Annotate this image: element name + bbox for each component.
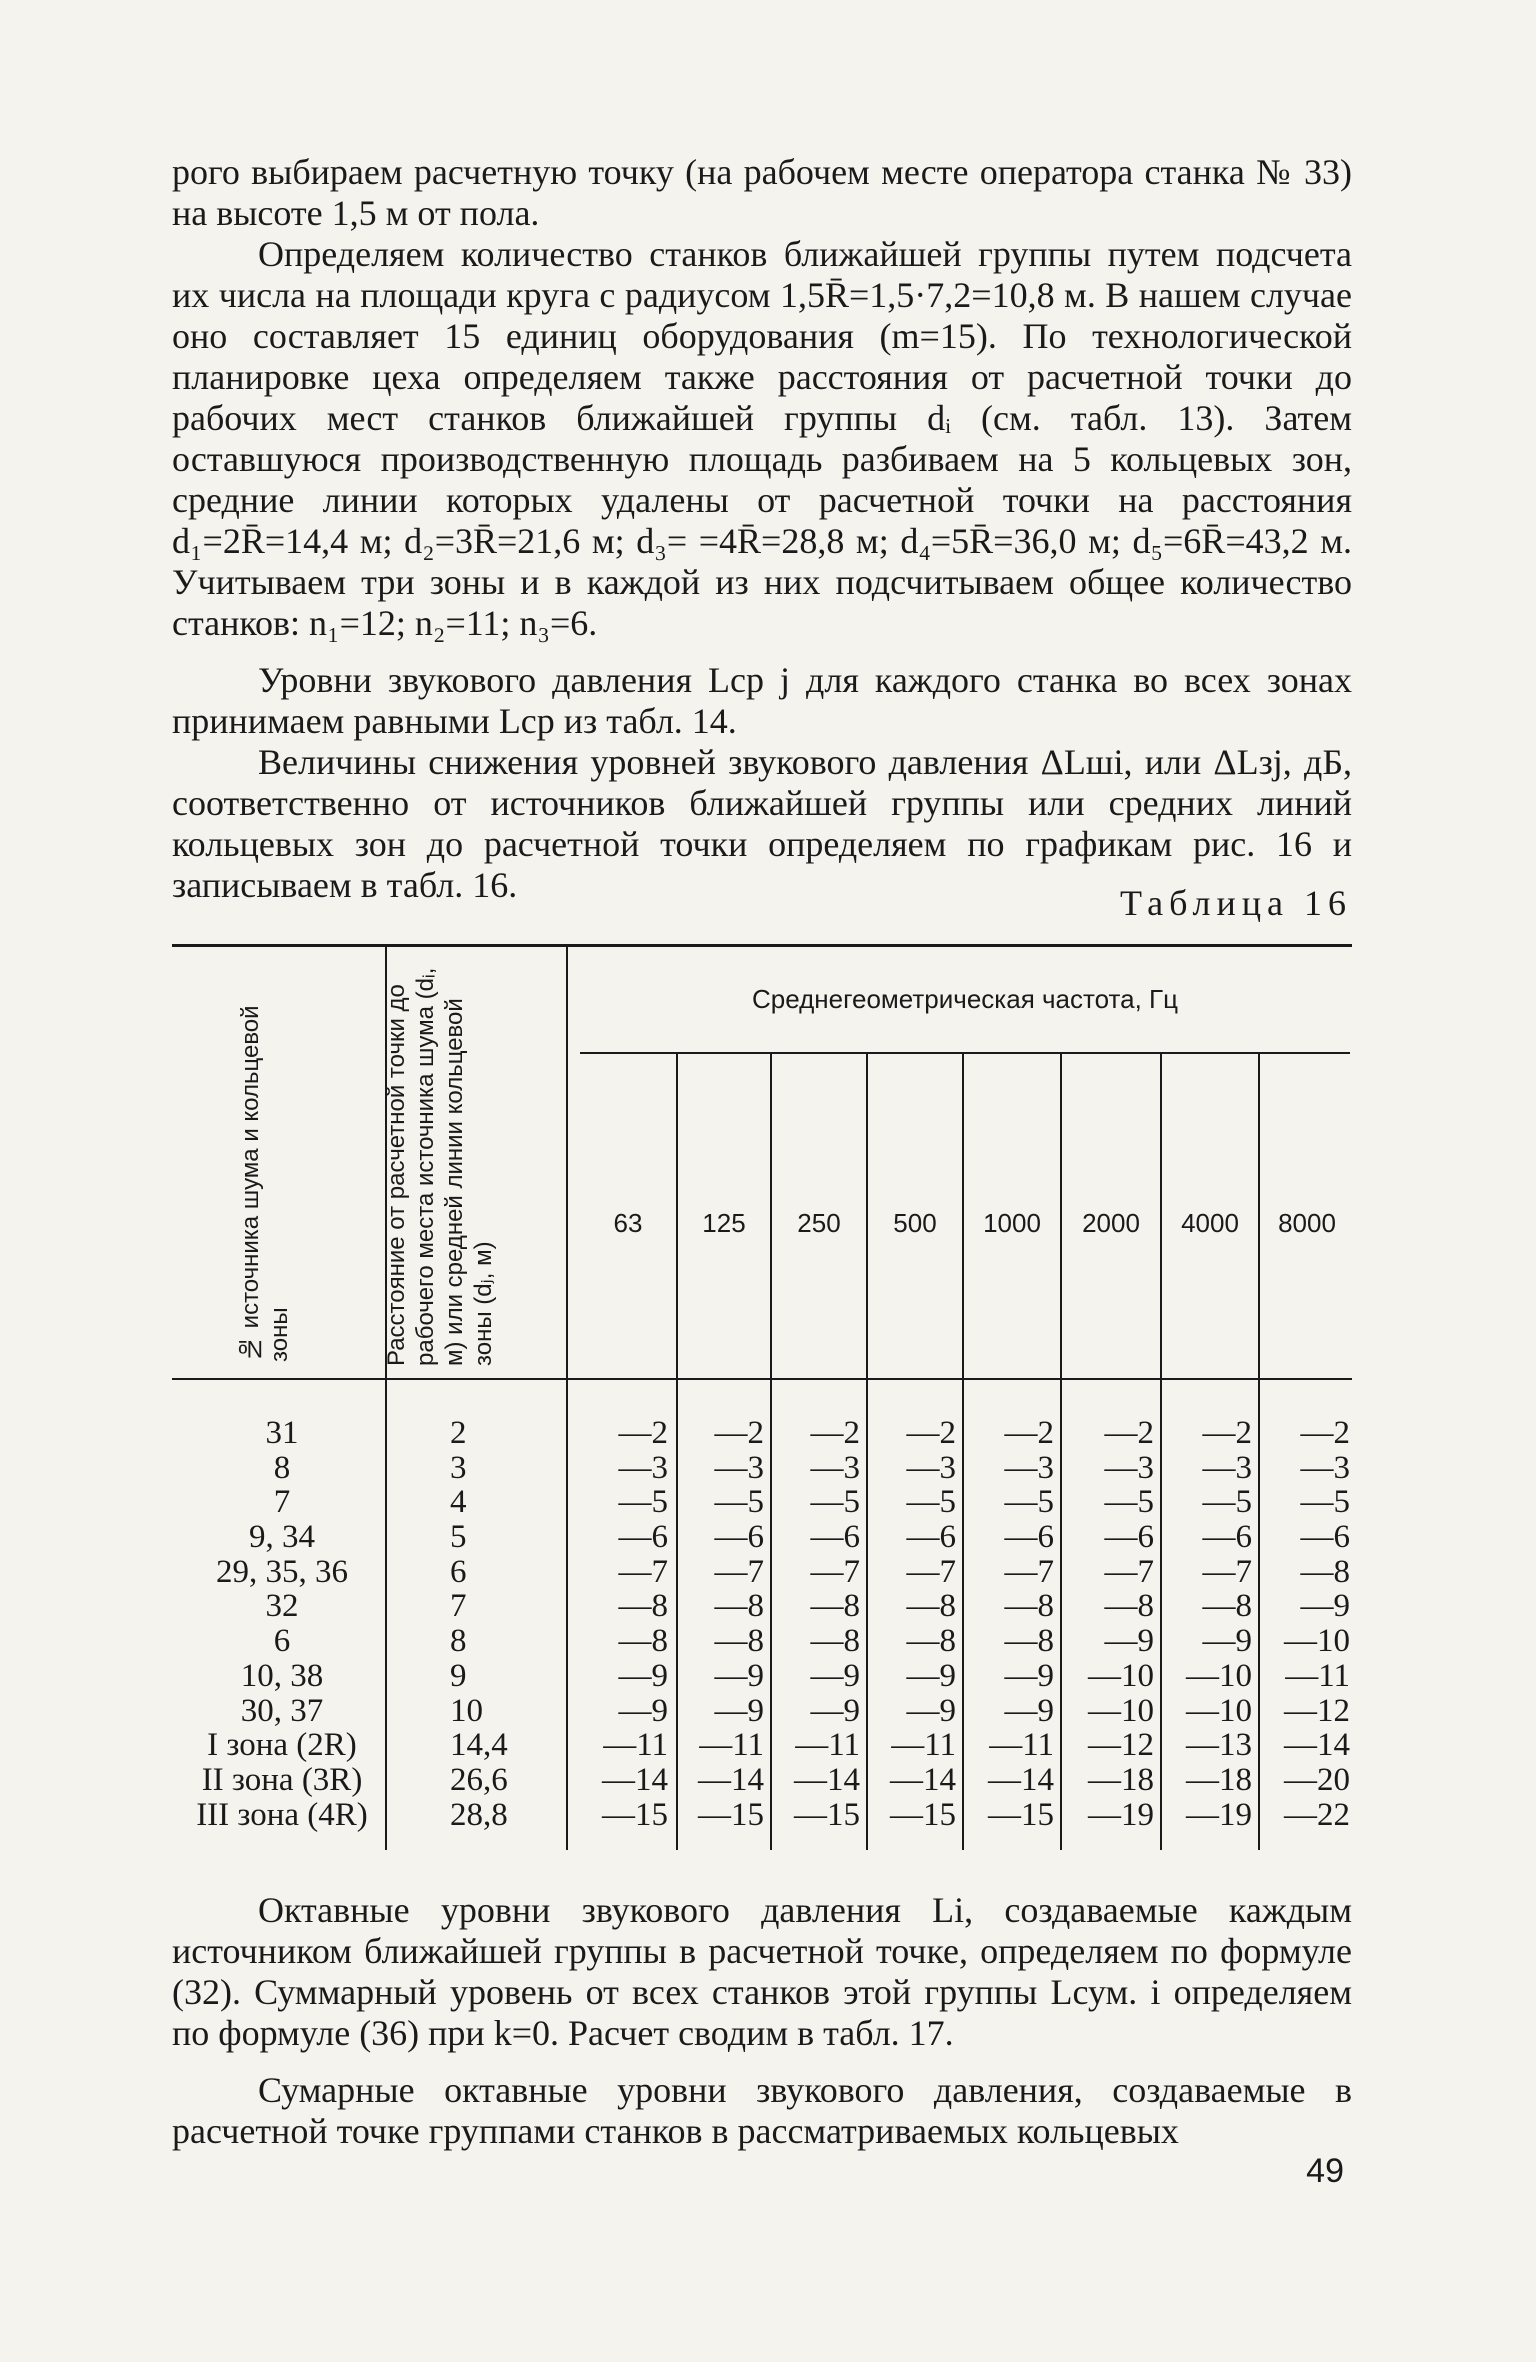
table-cell: —6 <box>810 1519 860 1556</box>
table-title: Таблица 16 <box>1120 883 1352 923</box>
table-cell: 6 <box>450 1553 467 1590</box>
table-cell: —9 <box>1202 1623 1252 1660</box>
table-cell: —11 <box>1285 1657 1350 1694</box>
table-cell: —8 <box>906 1588 956 1625</box>
table-cell: —2 <box>618 1415 668 1451</box>
table-cell: 9, 34 <box>249 1519 315 1556</box>
table-cell: —14 <box>698 1761 764 1798</box>
table-cell: —8 <box>810 1623 860 1660</box>
table-cell: I зона (2R) <box>207 1727 357 1764</box>
table-cell: —2 <box>906 1415 956 1451</box>
table-cell: 8 <box>273 1449 291 1486</box>
table-cell: —3 <box>1202 1449 1252 1486</box>
table-cell: —9 <box>618 1657 668 1694</box>
table-cell: —6 <box>906 1519 956 1556</box>
table-cell: —20 <box>1284 1761 1350 1798</box>
table-cell: —7 <box>810 1553 860 1590</box>
freq-8000: 8000 <box>1278 1208 1336 1238</box>
table-cell: —9 <box>810 1692 860 1729</box>
table-cell: 29, 35, 36 <box>216 1553 348 1590</box>
page-number: 49 <box>1306 2152 1344 2190</box>
value-column-250 <box>772 1416 860 1832</box>
table-cell: —22 <box>1284 1796 1350 1833</box>
freq-header-rule <box>580 1052 1350 1054</box>
table-cell: —3 <box>1004 1449 1054 1486</box>
table-cell: —5 <box>1004 1484 1054 1521</box>
table-cell: —7 <box>1104 1553 1154 1590</box>
paragraph-1: рого выбираем расчетную точку (на рабочем месте оператора станка № 33) на высоте 1,5 м от пола. <box>172 152 1352 233</box>
freq-63: 63 <box>613 1208 643 1238</box>
table-cell: —11 <box>989 1727 1054 1764</box>
frequency-header: Среднегеометрическая частота, Гц <box>751 984 1179 1014</box>
table-header-rule <box>172 1378 1352 1380</box>
table-cell: —12 <box>1088 1727 1154 1764</box>
table-cell: —9 <box>810 1657 860 1694</box>
table-cell: 7 <box>450 1588 467 1625</box>
table-cell: —18 <box>1186 1761 1252 1798</box>
table-cell: —15 <box>698 1796 764 1833</box>
table-cell: —9 <box>714 1692 764 1729</box>
table-cell: —6 <box>618 1519 668 1556</box>
distance-column-header: Расстояние от расчетной точки до рабочего места источника шума (dᵢ, м) или средней линии кольцевой зоны (dⱼ, м) <box>383 967 497 1366</box>
table-cell: 7 <box>273 1484 291 1521</box>
value-column-2000 <box>1062 1416 1154 1832</box>
value-column-8000 <box>1260 1416 1350 1832</box>
table-cell: —7 <box>714 1553 764 1590</box>
col-divider <box>566 946 568 1850</box>
table-cell: —7 <box>618 1553 668 1590</box>
table-cell: 2 <box>450 1415 467 1451</box>
table-cell: —14 <box>988 1761 1054 1798</box>
table-cell: —19 <box>1088 1796 1154 1833</box>
table-cell: —8 <box>714 1588 764 1625</box>
table-cell: —8 <box>1004 1588 1054 1625</box>
table-cell: 10 <box>450 1692 483 1729</box>
table-cell: —6 <box>714 1519 764 1556</box>
table-cell: —10 <box>1186 1657 1252 1694</box>
table-cell: —9 <box>714 1657 764 1694</box>
distance-column <box>450 1416 560 1832</box>
table-cell: —14 <box>890 1761 956 1798</box>
table-cell: —5 <box>714 1484 764 1521</box>
table-cell: —15 <box>890 1796 956 1833</box>
table-cell: —6 <box>1202 1519 1252 1556</box>
table-cell: —2 <box>1202 1415 1252 1451</box>
freq-125: 125 <box>702 1208 746 1238</box>
table-top-rule <box>172 944 1352 947</box>
table-cell: 26,6 <box>450 1761 508 1798</box>
source-column <box>182 1416 382 1832</box>
table-cell: —8 <box>1202 1588 1252 1625</box>
table-cell: 4 <box>450 1484 467 1521</box>
table-cell: III зона (4R) <box>196 1796 368 1833</box>
paragraph-6: Сумарные октавные уровни звукового давления, создаваемые в расчетной точке группами станков в рассматриваемых кольцевых <box>172 2070 1352 2151</box>
table-cell: —12 <box>1284 1692 1350 1729</box>
table-cell: —15 <box>988 1796 1054 1833</box>
paragraph-4: Величины снижения уровней звукового давления ΔLшi, или ΔLзj, дБ, соответственно от источников ближайшей группы или средних линий кольцевых зон до расчетной точки определяем по графикам рис. 16 и записываем в табл. 16. <box>172 742 1352 905</box>
table-cell: —8 <box>1300 1553 1350 1590</box>
table-cell: —11 <box>795 1727 860 1764</box>
table-cell: —10 <box>1284 1623 1350 1660</box>
table-cell: 3 <box>450 1449 467 1486</box>
table-cell: 8 <box>450 1623 467 1660</box>
table-cell: —8 <box>714 1623 764 1660</box>
table-cell: —7 <box>1202 1553 1252 1590</box>
table-cell: —2 <box>1104 1415 1154 1451</box>
table-cell: —9 <box>1004 1657 1054 1694</box>
table-cell: —5 <box>1300 1484 1350 1521</box>
table-cell: —14 <box>602 1761 668 1798</box>
table-cell: 5 <box>450 1519 467 1556</box>
table-cell: —2 <box>714 1415 764 1451</box>
table-cell: —9 <box>906 1657 956 1694</box>
table-cell: —3 <box>618 1449 668 1486</box>
table-cell: —18 <box>1088 1761 1154 1798</box>
table-cell: 30, 37 <box>240 1692 324 1729</box>
table-cell: II зона (3R) <box>201 1761 363 1798</box>
table-cell: —2 <box>1300 1415 1350 1451</box>
value-column-63 <box>580 1416 668 1832</box>
source-column-header: № источника шума и кольцевой зоны <box>237 1005 293 1362</box>
table-cell: —9 <box>1004 1692 1054 1729</box>
table-cell: —10 <box>1088 1657 1154 1694</box>
value-column-125 <box>678 1416 764 1832</box>
table-cell: —9 <box>906 1692 956 1729</box>
paragraph-2: Определяем количество станков ближайшей группы путем подсчета их числа на площади круга с радиусом 1,5R̄=1,5·7,2=10,8 м. В нашем случае оно составляет 15 единиц оборудования (m=15). По технологической планировке цеха определяем также расстояния от расчетной точки до рабочих мест станков ближайшей группы dᵢ (см. табл. 13). Затем оставшуюся производственную площадь разбиваем на 5 кольцевых зон, средние линии которых удалены от расчетной точки на расстояния d₁=2R̄=14,4 м; d₂=3R̄=21,6 м; d₃= =4R̄=28,8 м; d₄=5R̄=36,0 м; d₅=6R̄=43,2 м. Учитываем три зоны и в каждой из них подсчитываем общее количество станков: n₁=12; n₂=11; n₃=6. <box>172 234 1352 643</box>
table-cell: 9 <box>450 1657 467 1694</box>
table-cell: —11 <box>891 1727 956 1764</box>
table-cell: —8 <box>810 1588 860 1625</box>
table-cell: 6 <box>273 1623 291 1660</box>
table-cell: —8 <box>618 1588 668 1625</box>
table-cell: —7 <box>906 1553 956 1590</box>
table-cell: —8 <box>1104 1588 1154 1625</box>
table-cell: —2 <box>1004 1415 1054 1451</box>
table-cell: —10 <box>1088 1692 1154 1729</box>
table-cell: —3 <box>810 1449 860 1486</box>
table-cell: —10 <box>1186 1692 1252 1729</box>
paragraph-5: Октавные уровни звукового давления Li, создаваемые каждым источником ближайшей группы в расчетной точке, определяем по формуле (32). Суммарный уровень от всех станков этой группы Lсум. i определяем по формуле (36) при k=0. Расчет сводим в табл. 17. <box>172 1890 1352 2053</box>
table-cell: —13 <box>1186 1727 1252 1764</box>
freq-1000: 1000 <box>983 1208 1041 1238</box>
table-cell: —7 <box>1004 1553 1054 1590</box>
table-cell: —6 <box>1300 1519 1350 1556</box>
table-cell: —6 <box>1004 1519 1054 1556</box>
freq-2000: 2000 <box>1082 1208 1140 1238</box>
freq-4000: 4000 <box>1181 1208 1239 1238</box>
table-cell: —8 <box>1004 1623 1054 1660</box>
paragraph-3: Уровни звукового давления Lср j для каждого станка во всех зонах принимаем равными Lср из табл. 14. <box>172 660 1352 741</box>
table-cell: —6 <box>1104 1519 1154 1556</box>
table-cell: —5 <box>1202 1484 1252 1521</box>
table-cell: —15 <box>794 1796 860 1833</box>
table-cell: —3 <box>1300 1449 1350 1486</box>
table-cell: —5 <box>1104 1484 1154 1521</box>
table-cell: 14,4 <box>450 1727 508 1764</box>
table-cell: —9 <box>1104 1623 1154 1660</box>
table-cell: —9 <box>1300 1588 1350 1625</box>
table-cell: 10, 38 <box>240 1657 324 1694</box>
value-column-500 <box>868 1416 956 1832</box>
table-cell: 28,8 <box>450 1796 508 1833</box>
table-cell: 32 <box>265 1588 299 1625</box>
table-cell: —15 <box>602 1796 668 1833</box>
table-cell: —5 <box>810 1484 860 1521</box>
table-cell: —3 <box>1104 1449 1154 1486</box>
table-cell: —19 <box>1186 1796 1252 1833</box>
freq-250: 250 <box>797 1208 841 1238</box>
table-cell: —2 <box>810 1415 860 1451</box>
table-cell: —3 <box>714 1449 764 1486</box>
table-cell: —5 <box>906 1484 956 1521</box>
table-cell: —11 <box>603 1727 668 1764</box>
table-cell: —14 <box>794 1761 860 1798</box>
table-cell: 31 <box>265 1415 299 1451</box>
table-cell: —3 <box>906 1449 956 1486</box>
value-column-1000 <box>964 1416 1054 1832</box>
table-cell: —11 <box>699 1727 764 1764</box>
table-cell: —5 <box>618 1484 668 1521</box>
freq-500: 500 <box>893 1208 937 1238</box>
value-column-4000 <box>1162 1416 1252 1832</box>
table-cell: —9 <box>618 1692 668 1729</box>
table-cell: —8 <box>618 1623 668 1660</box>
table-cell: —8 <box>906 1623 956 1660</box>
table-cell: —14 <box>1284 1727 1350 1764</box>
